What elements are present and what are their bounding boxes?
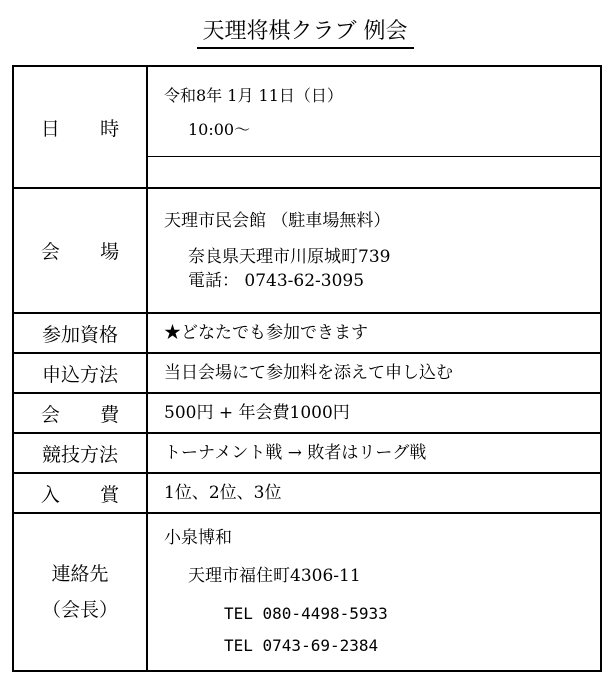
label-shikaku-text: 参加資格 <box>41 323 118 346</box>
value-kyogi <box>147 433 601 473</box>
contact-address: 天理市福住町4306-11 <box>188 566 361 586</box>
contact-name: 小泉博和 <box>164 528 232 548</box>
label-kaijo <box>13 188 147 313</box>
venue-phone: 電話： 0743-62-3095 <box>188 270 365 291</box>
document-title-text: 天理将棋クラブ 例会 <box>197 18 414 49</box>
row-shikaku <box>13 313 601 353</box>
label-hiyou <box>13 393 147 433</box>
row-nichiji <box>13 66 601 188</box>
row-kaijo <box>13 188 601 313</box>
nichiji-blank-line <box>148 156 600 187</box>
shikaku-text: ★どなたでも参加できます <box>164 323 368 343</box>
row-kyogi <box>13 433 601 473</box>
label-nichiji <box>13 66 147 188</box>
moushikomi-text: 当日会場にて参加料を添えて申し込む <box>164 363 453 383</box>
label-hiyou-text: 会 費 <box>40 403 137 426</box>
row-hiyou <box>13 393 601 433</box>
label-renraku <box>13 513 147 671</box>
hiyou-text: 500円 + 年会費1000円 <box>164 403 350 423</box>
label-renraku-text: 連絡先 <box>51 563 109 585</box>
label-kyogi-text: 競技方法 <box>41 443 118 466</box>
value-nichiji <box>147 66 601 188</box>
value-kaijo <box>147 188 601 313</box>
kyogi-text: トーナメント戦 → 敗者はリーグ戦 <box>164 443 427 463</box>
time-text: 10:00～ <box>188 119 251 139</box>
label-renraku-sub: （会長） <box>41 599 118 621</box>
value-shikaku <box>147 313 601 353</box>
value-hiyou <box>147 393 601 433</box>
label-shikaku <box>13 313 147 353</box>
label-nyusho-text: 入 賞 <box>40 483 137 506</box>
label-nyusho <box>13 473 147 513</box>
value-renraku <box>147 513 601 671</box>
document-title <box>0 18 610 49</box>
label-kyogi <box>13 433 147 473</box>
venue-text: 天理市民会館 （駐車場無料） <box>164 210 391 231</box>
value-nyusho <box>147 473 601 513</box>
label-moushikomi-text: 申込方法 <box>41 363 118 386</box>
contact-tel-2: TEL 0743-69-2384 <box>224 636 379 655</box>
label-moushikomi <box>13 353 147 393</box>
nichiji-date-time <box>148 68 600 156</box>
venue-address: 奈良県天理市川原城町739 <box>188 246 391 267</box>
row-nyusho <box>13 473 601 513</box>
info-table <box>12 65 602 672</box>
nyusho-text: 1位、2位、3位 <box>164 483 282 503</box>
date-text: 令和8年 1月 11日（日） <box>164 85 343 105</box>
row-renraku <box>13 513 601 671</box>
row-moushikomi <box>13 353 601 393</box>
label-kaijo-text: 会 場 <box>40 241 137 263</box>
label-nichiji-text: 日 時 <box>40 117 137 140</box>
value-moushikomi <box>147 353 601 393</box>
contact-tel-1: TEL 080-4498-5933 <box>224 604 388 623</box>
